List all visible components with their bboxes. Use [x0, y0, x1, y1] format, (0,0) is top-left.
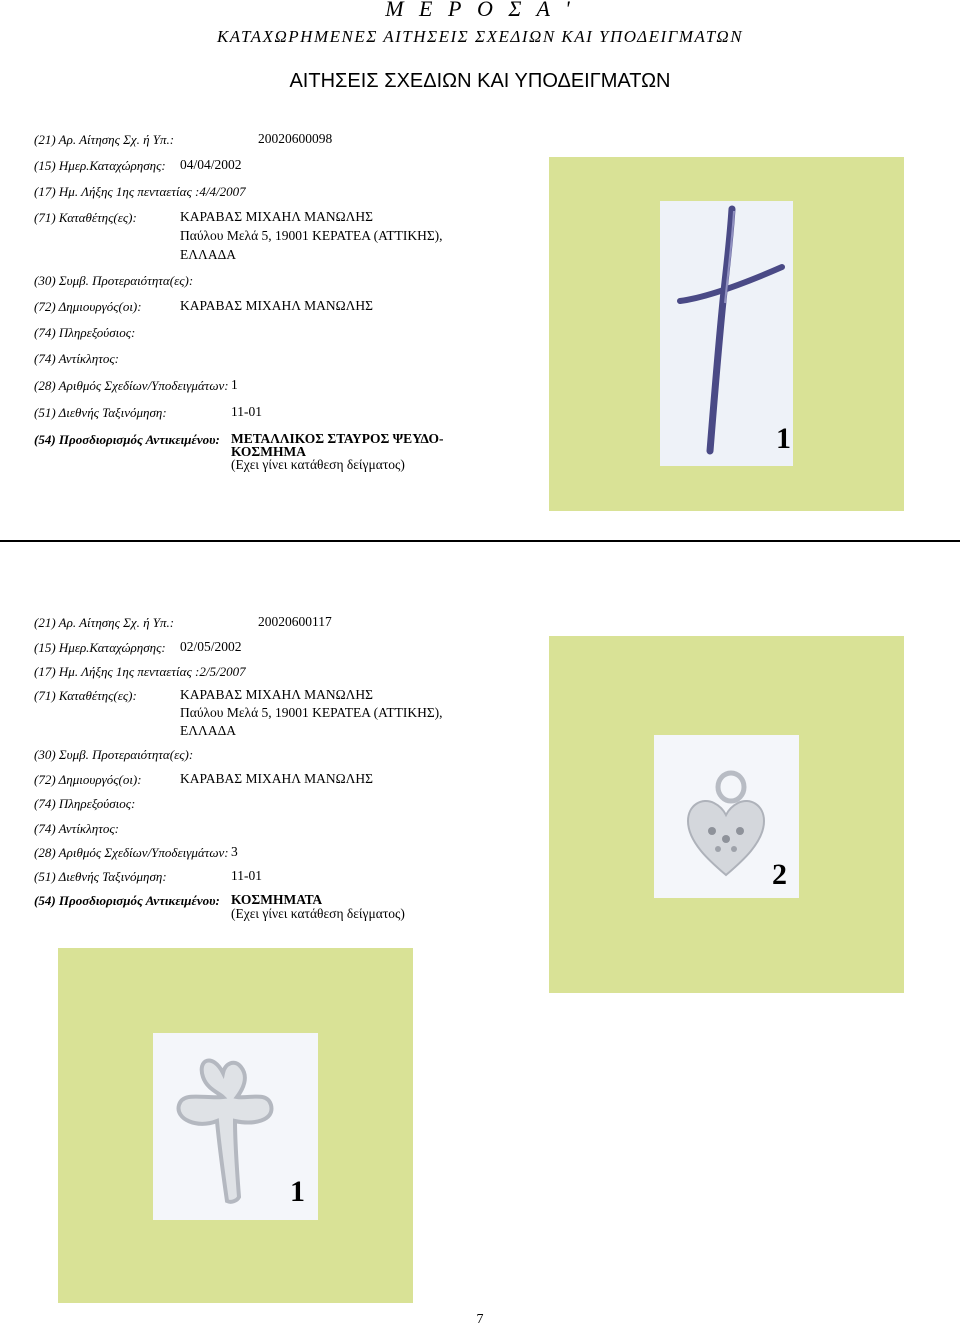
priority-label: (30) Συμβ. Προτεραιότητα(ες):: [34, 747, 194, 762]
page-number: 7: [476, 1312, 484, 1327]
object-label: (54) Προσδιορισμός Αντικειμένου:: [34, 893, 220, 908]
filing-date-label: (15) Ημερ.Καταχώρησης:: [34, 158, 166, 173]
applicant-country: ΕΛΛΑΔΑ: [180, 247, 237, 262]
metal-cross-image: [660, 201, 793, 466]
object-description: ΚΟΣΜΗΜΑΤΑ: [231, 892, 323, 907]
creator-label: (72) Δημιουργός(οι):: [34, 772, 142, 787]
agent-label: (74) Αντίκλητος:: [34, 821, 120, 836]
application-number-label: (21) Αρ. Αίτησης Σχ. ή Υπ.:: [34, 132, 175, 147]
attorney-label: (74) Πληρεξούσιος:: [34, 325, 136, 340]
filing-date: 02/05/2002: [180, 639, 242, 654]
priority-label: (30) Συμβ. Προτεραιότητα(ες):: [34, 273, 194, 288]
creator-name: ΚΑΡΑΒΑΣ ΜΙΧΑΗΛ ΜΑΝΩΛΗΣ: [180, 298, 374, 313]
application-number: 20020600117: [258, 614, 332, 629]
classification-label: (51) Διεθνής Ταξινόμηση:: [34, 405, 167, 420]
application-number-label: (21) Αρ. Αίτησης Σχ. ή Υπ.:: [34, 615, 175, 630]
designs-count: 1: [231, 377, 238, 392]
applicant-country: ΕΛΛΑΔΑ: [180, 723, 237, 738]
classification-value: 11-01: [231, 404, 262, 419]
figure-number-a: 2: [772, 858, 787, 891]
filing-date-label: (15) Ημερ.Καταχώρησης:: [34, 640, 166, 655]
classification-label: (51) Διεθνής Ταξινόμηση:: [34, 869, 167, 884]
applicant-name: ΚΑΡΑΒΑΣ ΜΙΧΑΗΛ ΜΑΝΩΛΗΣ: [180, 687, 374, 702]
entry-separator: [0, 540, 960, 542]
figure-number: 1: [776, 422, 791, 455]
designs-count-label: (28) Αριθμός Σχεδίων/Υποδειγμάτων:: [34, 845, 229, 860]
applicant-name: ΚΑΡΑΒΑΣ ΜΙΧΑΗΛ ΜΑΝΩΛΗΣ: [180, 209, 374, 224]
filing-date: 04/04/2002: [180, 157, 242, 172]
designs-count-label: (28) Αριθμός Σχεδίων/Υποδειγμάτων:: [34, 378, 229, 393]
applicant-address: Παύλου Μελά 5, 19001 ΚΕΡΑΤΕΑ (ΑΤΤΙΚΗΣ),: [180, 228, 443, 243]
object-description-cont: ΚΟΣΜΗΜΑ: [231, 444, 306, 459]
applicant-label: (71) Καταθέτης(ες):: [34, 688, 137, 703]
object-label: (54) Προσδιορισμός Αντικειμένου:: [34, 432, 220, 447]
classification-value: 11-01: [231, 868, 262, 883]
applicant-label: (71) Καταθέτης(ες):: [34, 210, 137, 225]
creator-label: (72) Δημιουργός(οι):: [34, 299, 142, 314]
object-description: ΜΕΤΑΛΛΙΚΟΣ ΣΤΑΥΡΟΣ ΨΕΥΔΟ-: [231, 431, 444, 446]
publication-subtitle: ΚΑΤΑΧΩΡΗΜΕΝΕΣ ΑΙΤΗΣΕΙΣ ΣΧΕΔΙΩΝ ΚΑΙ ΥΠΟΔΕΙΓΜΑΤΩΝ: [216, 27, 744, 46]
sample-note: (Εχει γίνει κατάθεση δείγματος): [231, 457, 405, 472]
agent-label: (74) Αντίκλητος:: [34, 351, 120, 366]
sample-note: (Εχει γίνει κατάθεση δείγματος): [231, 906, 405, 921]
expiry-date-label: (17) Ημ. Λήξης 1ης πενταετίας :2/5/2007: [34, 664, 246, 679]
expiry-date-label: (17) Ημ. Λήξης 1ης πενταετίας :4/4/2007: [34, 184, 246, 199]
section-title: ΑΙΤΗΣΕΙΣ ΣΧΕΔΙΩΝ ΚΑΙ ΥΠΟΔΕΙΓΜΑΤΩΝ: [289, 70, 671, 92]
application-number: 20020600098: [258, 131, 333, 146]
designs-count: 3: [231, 844, 238, 859]
figure-number-b: 1: [290, 1175, 305, 1208]
applicant-address: Παύλου Μελά 5, 19001 ΚΕΡΑΤΕΑ (ΑΤΤΙΚΗΣ),: [180, 705, 443, 720]
attorney-label: (74) Πληρεξούσιος:: [34, 796, 136, 811]
cross-photo: [660, 201, 793, 466]
creator-name: ΚΑΡΑΒΑΣ ΜΙΧΑΗΛ ΜΑΝΩΛΗΣ: [180, 771, 374, 786]
part-heading: Μ Ε Ρ Ο Σ Α ': [385, 0, 575, 21]
